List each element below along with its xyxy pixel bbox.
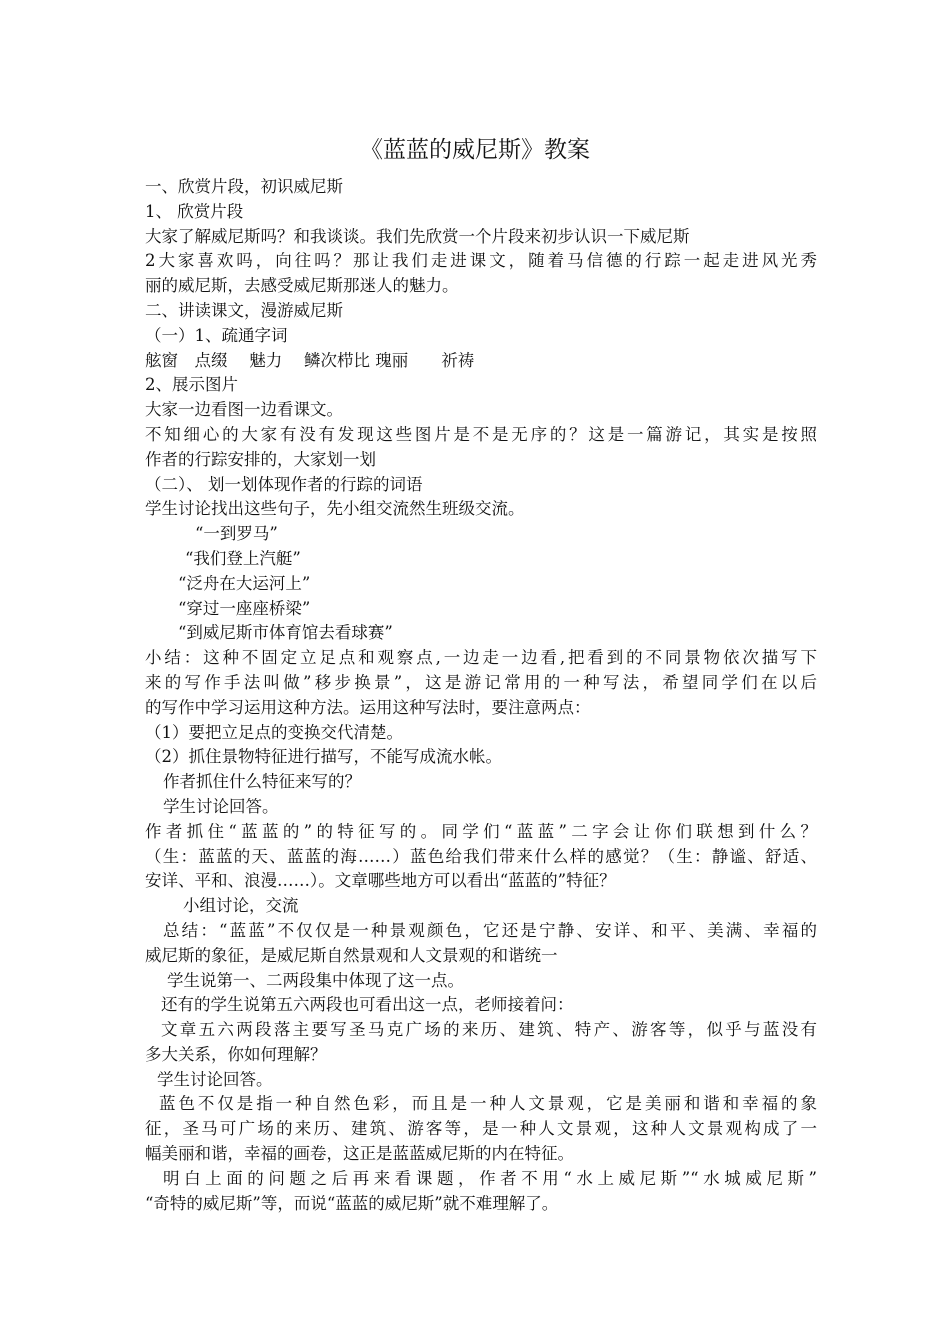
document-title: 《蓝蓝的威尼斯》教案 bbox=[360, 137, 590, 163]
text-line: 小组讨论，交流 bbox=[183, 896, 299, 916]
text-line: 小结：这种不固定立足点和观察点,一边走一边看,把看到的不同景物依次描写下 bbox=[145, 648, 817, 668]
text-line: “到威尼斯市体育馆去看球赛” bbox=[178, 623, 393, 643]
text-line: 作者抓住“蓝蓝的”的特征写的。同学们“蓝蓝”二字会让你们联想到什么？ bbox=[145, 821, 817, 841]
text-line: 多大关系，你如何理解？ bbox=[145, 1044, 327, 1064]
text-line: 作者抓住什么特征来写的？ bbox=[163, 772, 361, 792]
text-line: （一）1、疏通字词 bbox=[145, 325, 288, 345]
text-line: 的写作中学习运用这种方法。运用这种写法时，要注意两点： bbox=[145, 697, 591, 717]
text-line: 二、讲读课文，漫游威尼斯 bbox=[145, 300, 343, 320]
text-line: “穿过一座座桥梁” bbox=[178, 598, 311, 618]
text-line: 作者的行踪安排的，大家划一划 bbox=[145, 449, 376, 469]
text-line: （2）抓住景物特征进行描写，不能写成流水帐。 bbox=[145, 747, 502, 767]
text-line: （二）、 划一划体现作者的行踪的词语 bbox=[145, 474, 423, 494]
text-line: 舷窗 点缀 魅力 鳞次栉比 瑰丽 祈祷 bbox=[145, 350, 475, 370]
text-line: 幅美丽和谐，幸福的画卷，这正是蓝蓝威尼斯的内在特征。 bbox=[145, 1144, 574, 1164]
text-line: 来的写作手法叫做”移步换景”，这是游记常用的一种写法，希望同学们在以后 bbox=[145, 672, 817, 692]
text-line: 大家一边看图一边看课文。 bbox=[145, 400, 343, 420]
text-line: 学生讨论回答。 bbox=[157, 1069, 273, 1089]
text-line: 蓝色不仅是指一种自然色彩，而且是一种人文景观，它是美丽和谐和幸福的象 bbox=[159, 1094, 817, 1114]
text-line: 学生说第一、二两段集中体现了这一点。 bbox=[167, 970, 464, 990]
text-line: 学生讨论回答。 bbox=[163, 796, 279, 816]
text-line: 丽的威尼斯，去感受威尼斯那迷人的魅力。 bbox=[145, 276, 459, 296]
text-line: 2、展示图片 bbox=[145, 375, 238, 395]
text-line: 大家了解威尼斯吗？和我谈谈。我们先欣赏一个片段来初步认识一下威尼斯 bbox=[145, 226, 690, 246]
text-line: （生：蓝蓝的天、蓝蓝的海……）蓝色给我们带来什么样的感觉？（生：静谧、舒适、 bbox=[145, 846, 817, 866]
text-line: “泛舟在大运河上” bbox=[178, 573, 311, 593]
text-line: 总结：“蓝蓝”不仅仅是一种景观颜色，它还是宁静、安详、和平、美满、幸福的 bbox=[163, 920, 817, 940]
text-line: 文章五六两段落主要写圣马克广场的来历、建筑、特产、游客等，似乎与蓝没有 bbox=[161, 1020, 817, 1040]
text-line: 征，圣马可广场的来历、建筑、游客等，是一种人文景观，这种人文景观构成了一 bbox=[145, 1119, 817, 1139]
document-body bbox=[145, 175, 817, 1216]
text-line: “奇特的威尼斯”等，而说“蓝蓝的威尼斯”就不难理解了。 bbox=[145, 1193, 559, 1213]
text-line: 一、欣赏片段，初识威尼斯 bbox=[145, 177, 343, 196]
text-line: 2大家喜欢吗，向往吗？那让我们走进课文，随着马信德的行踪一起走进风光秀 bbox=[145, 251, 817, 271]
text-line: 威尼斯的象征，是威尼斯自然景观和人文景观的和谐统一 bbox=[145, 945, 558, 965]
text-line: 明白上面的问题之后再来看课题，作者不用“水上威尼斯”“水城威尼斯” bbox=[163, 1168, 817, 1188]
text-line: “一到罗马” bbox=[195, 524, 278, 544]
text-line: 还有的学生说第五六两段也可看出这一点，老师接着问： bbox=[161, 995, 574, 1015]
text-line: （1）要把立足点的变换交代清楚。 bbox=[145, 722, 403, 742]
text-line: 1、 欣赏片段 bbox=[145, 201, 244, 221]
text-line: 学生讨论找出这些句子，先小组交流然生班级交流。 bbox=[145, 499, 525, 519]
text-line: “我们登上汽艇” bbox=[185, 548, 301, 568]
text-line: 不知细心的大家有没有发现这些图片是不是无序的？这是一篇游记，其实是按照 bbox=[145, 424, 817, 444]
text-line: 安详、平和、浪漫……）。文章哪些地方可以看出“蓝蓝的”特征？ bbox=[145, 871, 616, 891]
